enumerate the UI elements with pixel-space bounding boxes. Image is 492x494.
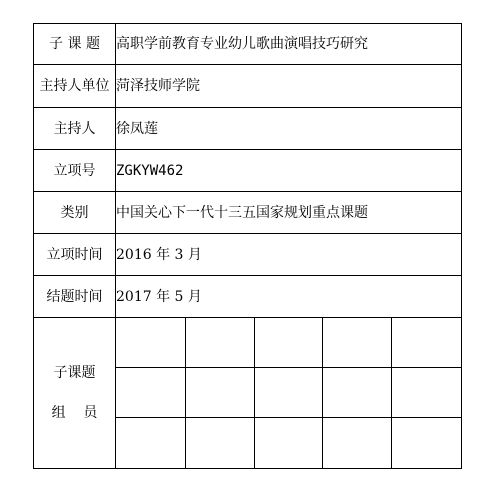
member-cell [116,418,186,469]
member-cell [392,368,462,418]
row-category [34,192,462,234]
members-label-line1: 子课题 [53,365,96,381]
row-end-date [34,276,462,318]
row-host-unit [34,65,462,108]
host-value: 徐凤莲 [116,108,462,150]
member-cell [255,418,323,469]
member-cell [255,368,323,418]
member-cell [186,318,255,368]
end-date-label: 结题时间 [34,276,116,318]
subproject-label: 子 课 题 [34,24,116,65]
member-cell [186,368,255,418]
host-label: 主持人 [34,108,116,150]
member-cell [323,418,392,469]
member-cell [186,418,255,469]
members-label-line2: 组 员 [51,405,98,421]
project-info-table [33,23,462,469]
subproject-value: 高职学前教育专业幼儿歌曲演唱技巧研究 [116,24,462,65]
member-cell [392,318,462,368]
member-cell [255,318,323,368]
row-subproject [34,24,462,65]
member-cell [116,368,186,418]
start-date-value: 2016 年 3 月 [116,234,462,276]
member-row-1 [34,318,462,368]
host-unit-label: 主持人单位 [34,65,116,108]
end-date-value: 2017 年 5 月 [116,276,462,318]
row-project-number [34,150,462,192]
category-value: 中国关心下一代十三五国家规划重点课题 [116,192,462,234]
member-cell [323,318,392,368]
project-number-label: 立项号 [34,150,116,192]
member-cell [392,418,462,469]
members-label-cell [34,318,116,469]
member-cell [116,318,186,368]
project-number-value: ZGKYW462 [116,150,462,192]
row-host [34,108,462,150]
category-label: 类别 [34,192,116,234]
row-start-date [34,234,462,276]
member-cell [323,368,392,418]
host-unit-value: 菏泽技师学院 [116,65,462,108]
start-date-label: 立项时间 [34,234,116,276]
